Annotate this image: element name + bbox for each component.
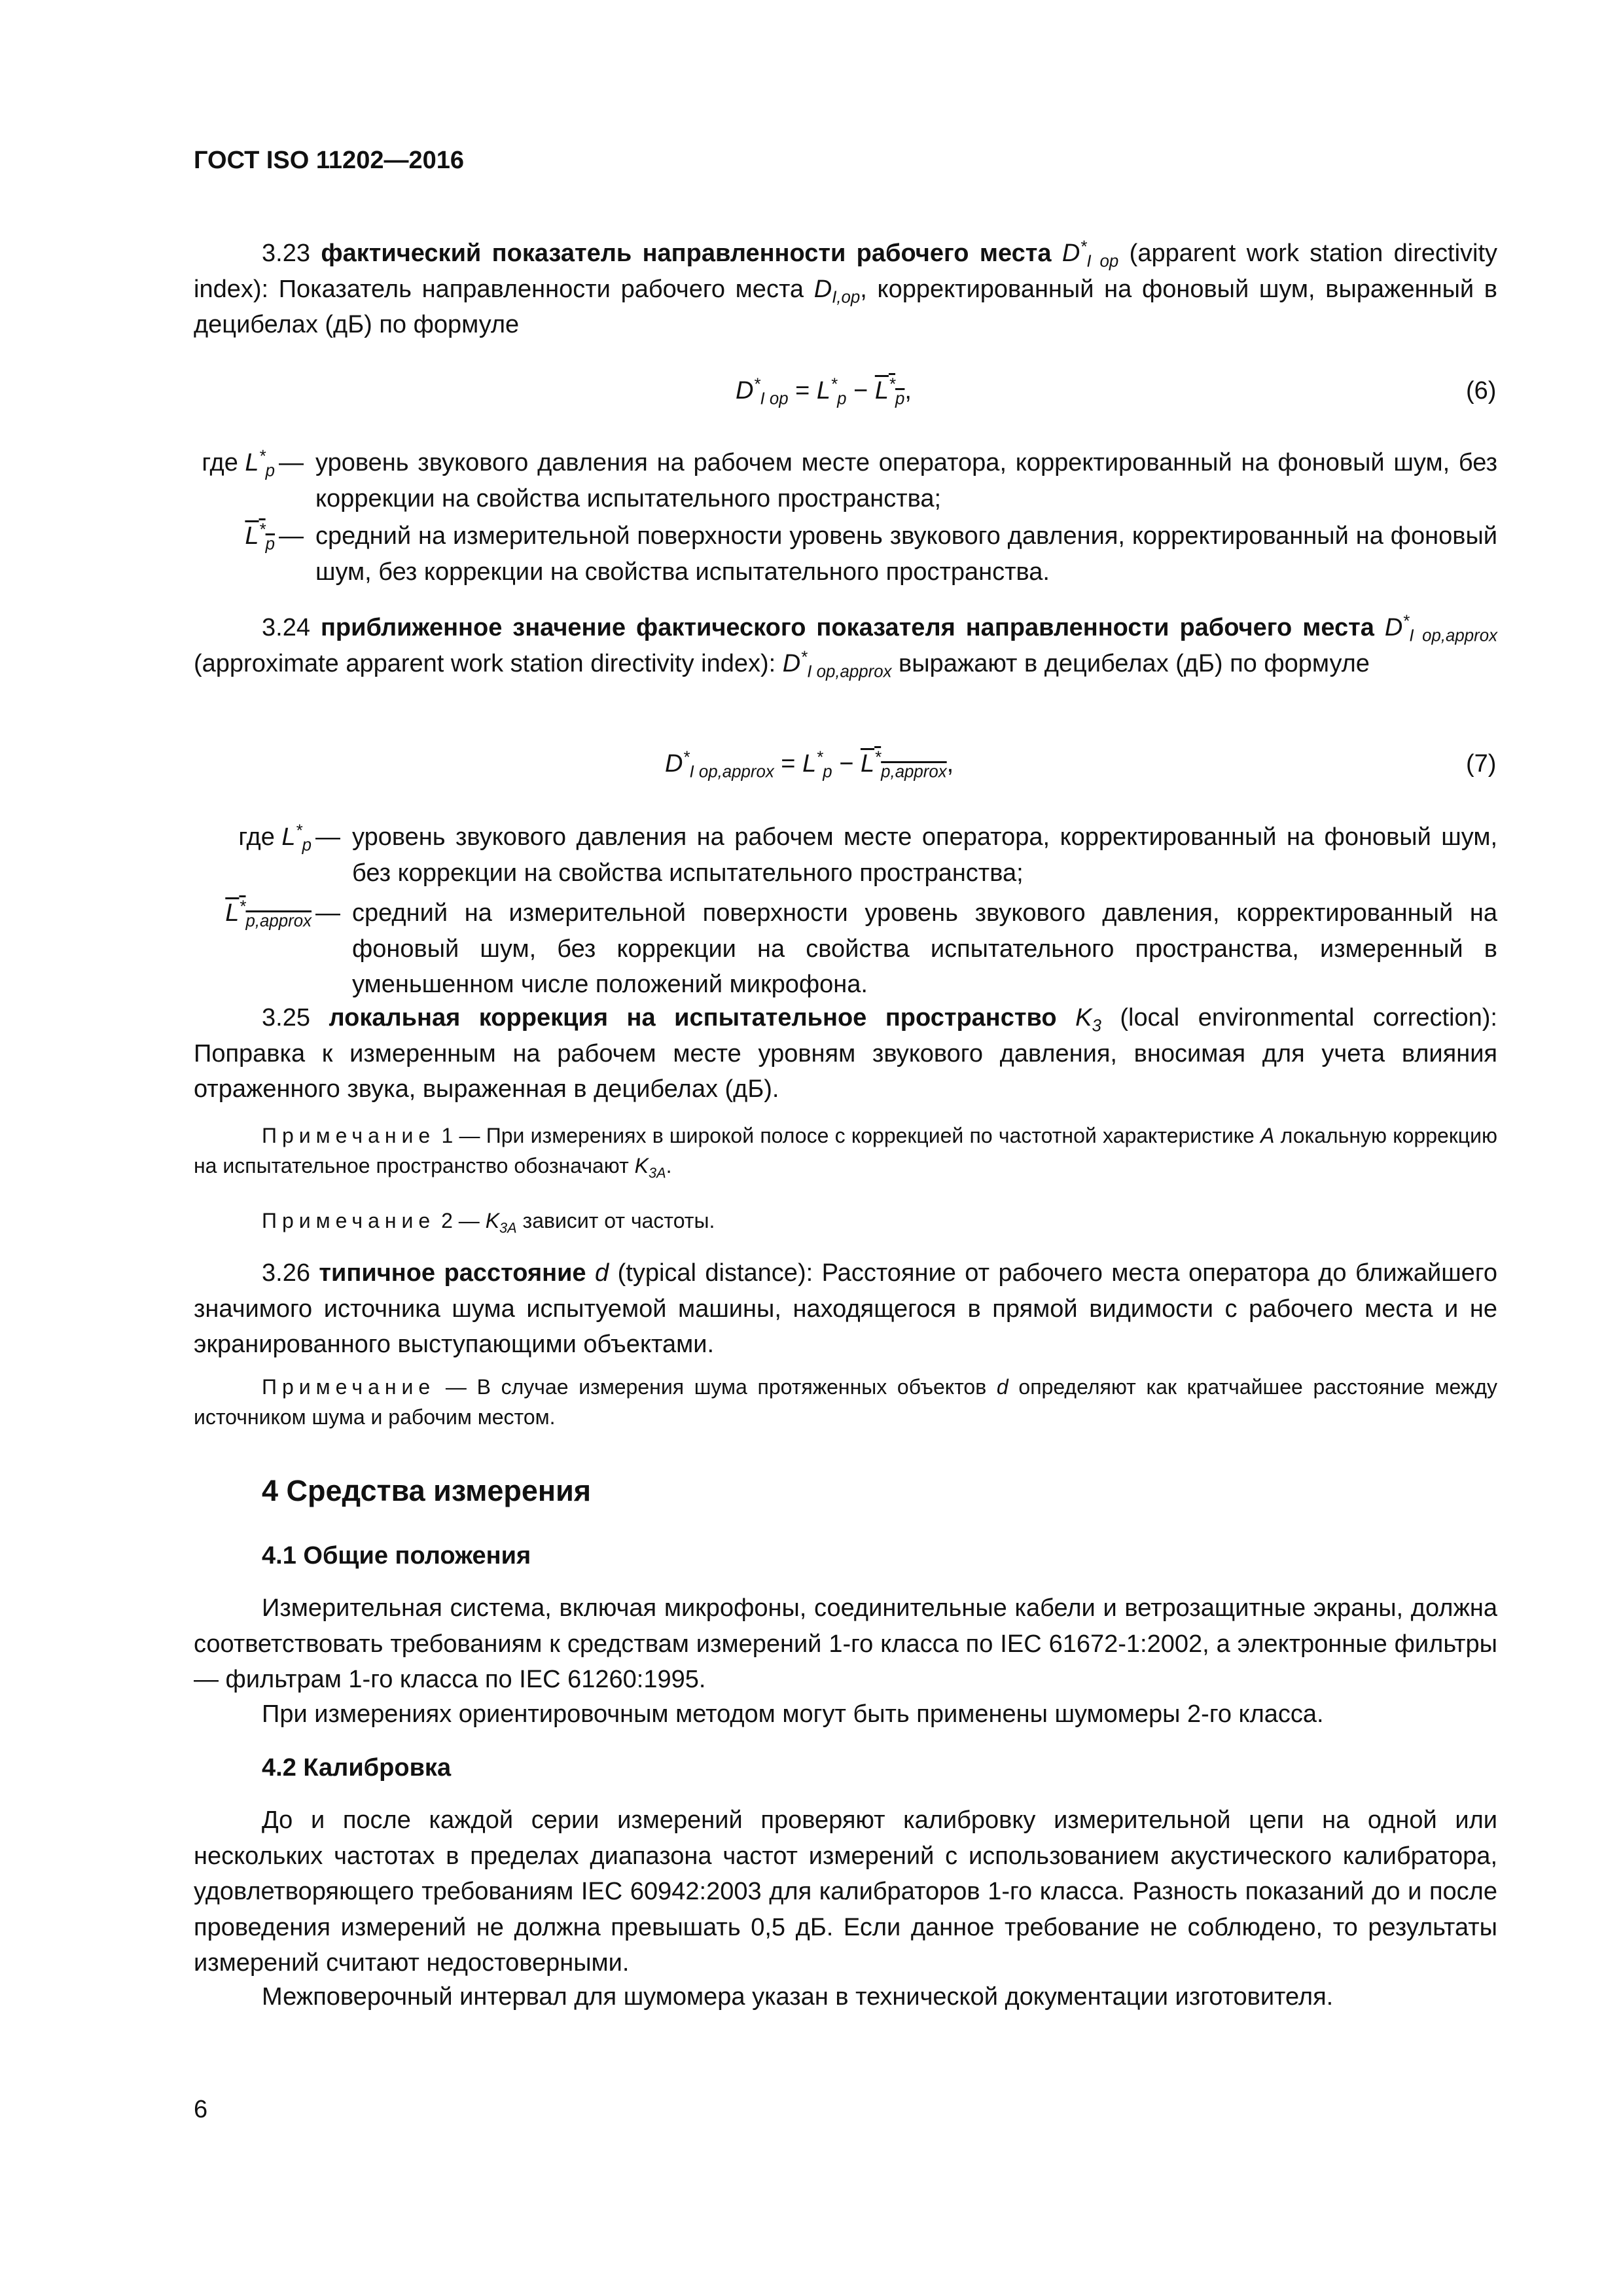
formula-7: $D^*_{I op,approx} = L^*_p - L^*_{p,approx}$,	[665, 748, 954, 781]
symbol: $D^*_{I op,approx}$	[782, 647, 892, 681]
subsection-heading: 4.1 Общие положения	[262, 1542, 531, 1570]
def-symbol: где $L^*_p$	[238, 821, 312, 855]
def-symbol: $L^*_{p,approx}$	[225, 897, 312, 931]
definitions-formula-7	[194, 819, 1497, 1003]
clause-3-26	[194, 1255, 1497, 1363]
def-text: уровень звукового давления на рабочем месте оператора, корректированный на фоновый шум, без коррекции на свойства испытательного пространства;	[352, 823, 1497, 887]
clause-number: 3.26	[262, 1259, 310, 1287]
clause-text: выражают в децибелах (дБ) по формуле	[891, 649, 1370, 677]
clause-term: типичное расстояние	[319, 1259, 586, 1287]
def-text: уровень звукового давления на рабочем месте оператора, корректированный на фоновый шум, без коррекции на свойства испытательного пространства;	[315, 449, 1497, 512]
symbol: $D^*_{I op,approx}$	[1384, 612, 1498, 645]
symbol: $D^*_{I op}$	[1061, 238, 1119, 271]
clause-3-25	[194, 1000, 1497, 1107]
clause-number: 3.23	[262, 240, 310, 267]
def-dash: —	[279, 522, 304, 550]
def-dash: —	[279, 449, 304, 476]
section-heading: 4 Средства измерения	[262, 1474, 592, 1507]
clause-term: приближенное значение фактического показателя направленности рабочего места	[320, 614, 1374, 641]
note-3: Примечание — В случае измерения шума протяженных объектов d определяют как кратчайшее расстояние между источником шума и рабочим местом.	[194, 1375, 1498, 1429]
paragraph: Измерительная система, включая микрофоны, соединительные кабели и ветрозащитные экраны, должна соответствовать требованиям к средствам измерений 1-го класса по IEC 61672-1:2002, а электронные фильтры — фильтрам 1-го класса по IEC 61260:1995.	[194, 1594, 1497, 1693]
subsection-heading: 4.2 Калибровка	[262, 1754, 452, 1782]
formula-6: $D^*_{I op} = L^*_p - L^*_p$,	[736, 375, 912, 408]
note-label: Примечание	[262, 1124, 436, 1147]
def-dash: —	[315, 899, 340, 927]
symbol: $D_{I,op}$	[813, 275, 861, 307]
note-label: Примечание	[262, 1375, 436, 1399]
symbol: $K_3$	[1075, 1004, 1101, 1035]
document-header: ГОСТ ISO 11202—2016	[194, 147, 464, 174]
clause-text: (typical distance): Расстояние от рабочего места оператора до ближайшего значимого источника шума испытуемой машины, находящегося в прямой видимости с рабочего места и не экранированного выступающими объектами.	[194, 1259, 1497, 1358]
def-symbol: $L^*_p$	[245, 520, 275, 554]
clause-text: (approximate apparent work station directivity index):	[194, 649, 783, 677]
def-dash: —	[315, 823, 340, 851]
def-symbol: где $L^*_p$	[202, 447, 275, 480]
clause-text: (apparent work station directivity index): Показатель направленности рабочего места	[194, 240, 1498, 303]
paragraph: Межповерочный интервал для шумомера указан в технической документации изготовителя.	[262, 1983, 1334, 2011]
equation-number: (7)	[1466, 750, 1497, 778]
note-1: Примечание 1 — При измерениях в широкой полосе с коррекцией по частотной характеристике A локальную коррекцию на испытательное пространство обозначают $K_{3A}$.	[194, 1124, 1498, 1181]
clause-3-24	[194, 610, 1497, 681]
note-2: Примечание 2 — $K_{3A}$ зависит от частоты.	[262, 1209, 715, 1236]
clause-text: (local environmental correction): Поправка к измеренным на рабочем месте уровням звукового давления, вносимая для учета влияния отраженного звука, выраженная в децибелах (дБ).	[194, 1004, 1497, 1103]
clause-term: фактический показатель направленности рабочего места	[321, 240, 1052, 267]
paragraph: До и после каждой серии измерений проверяют калибровку измерительной цепи на одной или нескольких частотах в пределах диапазона частот измерений с использованием акустического калибратора, удовлетворяющего требованиям IEC 60942:2003 для калибраторов 1-го класса. Разность показаний до и после проведения измерений не должна превышать 0,5 дБ. Если данное требование не соблюдено, то результаты измерений считают недостоверными.	[194, 1806, 1497, 1977]
clause-number: 3.25	[262, 1004, 310, 1031]
clause-term: локальная коррекция на испытательное пространство	[329, 1004, 1057, 1031]
paragraph: При измерениях ориентировочным методом могут быть применены шумомеры 2-го класса.	[262, 1700, 1324, 1728]
definitions-formula-6	[194, 445, 1497, 596]
clause-number: 3.24	[262, 614, 310, 641]
equation-number: (6)	[1466, 377, 1497, 404]
clause-text: , корректированный на фоновый шум, выраженный в децибелах (дБ) по формуле	[194, 275, 1497, 338]
clause-3-23	[194, 236, 1497, 343]
note-label: Примечание	[262, 1209, 436, 1232]
def-text: средний на измерительной поверхности уровень звукового давления, корректированный на фоновый шум, без коррекции на свойства испытательного пространства, измеренный в уменьшенном числе положений микрофона.	[352, 899, 1497, 998]
def-text: средний на измерительной поверхности уровень звукового давления, корректированный на фоновый шум, без коррекции на свойства испытательного пространства.	[315, 522, 1497, 586]
symbol: d	[595, 1259, 609, 1287]
page-number: 6	[194, 2096, 208, 2123]
